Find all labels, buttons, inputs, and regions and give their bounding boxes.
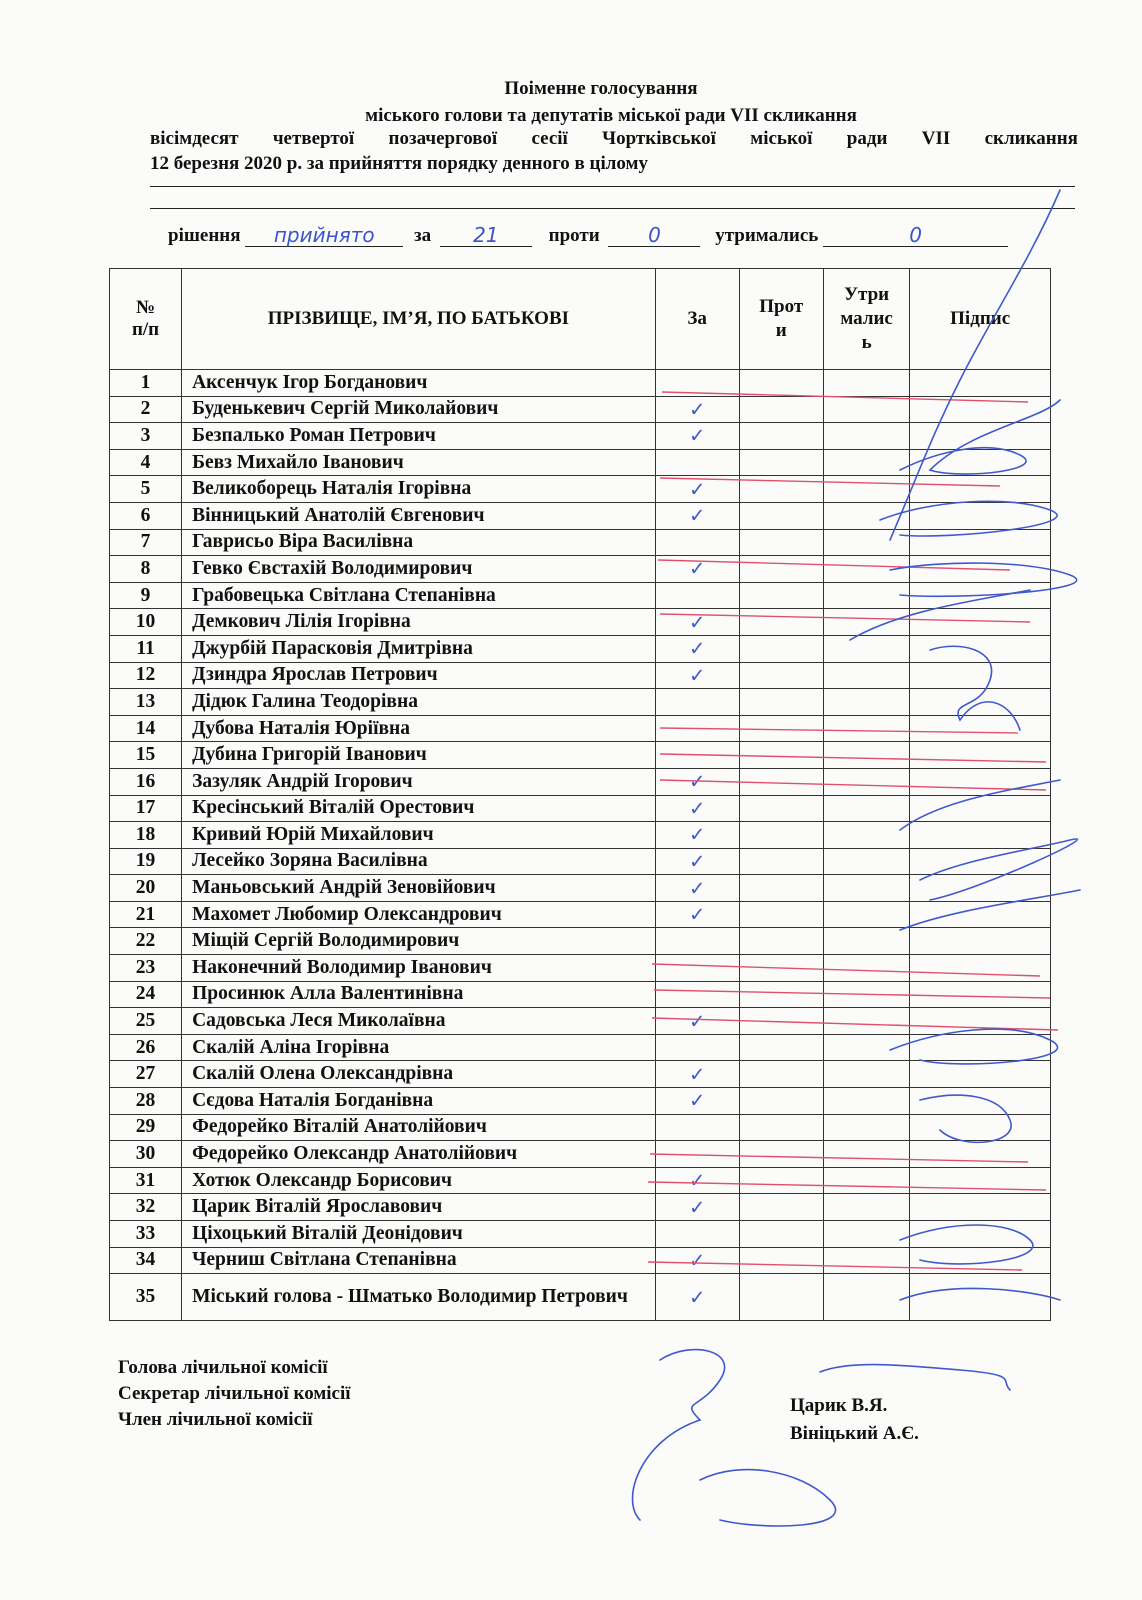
abstain-value: 0 <box>823 226 1008 247</box>
vote-for-mark <box>655 582 739 609</box>
table-row <box>110 423 1051 450</box>
vote-for-mark: ✓ <box>655 609 739 636</box>
deputy-name: Скалій Олена Олександрівна <box>182 1061 656 1088</box>
vote-table <box>109 268 1051 1321</box>
deputy-name: Кривий Юрій Михайлович <box>182 822 656 849</box>
vote-against-cell <box>739 1167 823 1194</box>
vote-for-mark: ✓ <box>655 848 739 875</box>
col-header-proty: Прот и <box>739 269 823 370</box>
deputy-name: Дубова Наталія Юріївна <box>182 715 656 742</box>
row-number: 29 <box>110 1114 182 1141</box>
vote-against-cell <box>739 1088 823 1115</box>
vote-against-cell <box>739 822 823 849</box>
table-row <box>110 556 1051 583</box>
vote-for-mark: ✓ <box>655 1008 739 1035</box>
vote-for-mark: ✓ <box>655 1167 739 1194</box>
deputy-name: Зазуляк Андрій Ігорович <box>182 768 656 795</box>
vote-abstain-cell <box>823 795 909 822</box>
vote-for-mark: ✓ <box>655 423 739 450</box>
secretary-label: Секретар лічильної комісії <box>118 1383 351 1404</box>
title-word: четвертої <box>272 128 355 149</box>
vote-abstain-cell <box>823 529 909 556</box>
row-number: 25 <box>110 1008 182 1035</box>
vote-abstain-cell <box>823 1061 909 1088</box>
vote-abstain-cell <box>823 715 909 742</box>
vote-abstain-cell <box>823 662 909 689</box>
signature-cell <box>910 795 1051 822</box>
col-header-name: ПРІЗВИЩЕ, ІМ’Я, ПО БАТЬКОВІ <box>182 269 656 370</box>
vote-for-mark <box>655 955 739 982</box>
deputy-name: Махомет Любомир Олександрович <box>182 901 656 928</box>
signature-cell <box>910 1088 1051 1115</box>
vote-abstain-cell <box>823 1221 909 1248</box>
deputy-name: Просинюк Алла Валентинівна <box>182 981 656 1008</box>
vote-abstain-cell <box>823 423 909 450</box>
vote-against-cell <box>739 662 823 689</box>
deputy-name: Лесейко Зоряна Василівна <box>182 848 656 875</box>
signature-cell <box>910 370 1051 397</box>
vote-against-cell <box>739 449 823 476</box>
deputy-name: Буденькевич Сергій Миколайович <box>182 396 656 423</box>
row-number: 5 <box>110 476 182 503</box>
vote-abstain-cell <box>823 1274 909 1321</box>
deputy-name: Міщій Сергій Володимирович <box>182 928 656 955</box>
table-row <box>110 582 1051 609</box>
deputy-name: Гаврисьо Віра Василівна <box>182 529 656 556</box>
decision-value: прийнято <box>245 226 403 247</box>
vote-for-mark <box>655 449 739 476</box>
table-row <box>110 875 1051 902</box>
row-number: 8 <box>110 556 182 583</box>
vote-for-mark: ✓ <box>655 635 739 662</box>
title-line-4: 12 березня 2020 р. за прийняття порядку денного в цілому <box>150 153 648 174</box>
signature-cell <box>910 742 1051 769</box>
deputy-name: Садовська Леся Миколаївна <box>182 1008 656 1035</box>
table-row <box>110 1221 1051 1248</box>
for-value: 21 <box>440 226 532 247</box>
signature-cell <box>910 1034 1051 1061</box>
table-row <box>110 901 1051 928</box>
vote-for-mark: ✓ <box>655 768 739 795</box>
signature-cell <box>910 635 1051 662</box>
signature-cell <box>910 582 1051 609</box>
vote-abstain-cell <box>823 635 909 662</box>
decision-label: рішення <box>168 225 241 246</box>
abstain-label: утримались <box>715 225 819 246</box>
row-number: 32 <box>110 1194 182 1221</box>
table-row <box>110 1034 1051 1061</box>
signature-cell <box>910 1061 1051 1088</box>
col-header-num: № п/п <box>110 269 182 370</box>
table-row <box>110 476 1051 503</box>
signature-cell <box>910 449 1051 476</box>
title-word: ради <box>846 128 888 149</box>
row-number: 22 <box>110 928 182 955</box>
vote-abstain-cell <box>823 396 909 423</box>
vote-abstain-cell <box>823 609 909 636</box>
row-number: 18 <box>110 822 182 849</box>
row-number: 6 <box>110 502 182 529</box>
col-header-utr: Утри малис ь <box>823 269 909 370</box>
chair-label: Голова лічильної комісії <box>118 1357 328 1378</box>
vote-abstain-cell <box>823 981 909 1008</box>
signature-cell <box>910 901 1051 928</box>
signature-cell <box>910 529 1051 556</box>
table-row <box>110 928 1051 955</box>
deputy-name: Дубина Григорій Іванович <box>182 742 656 769</box>
vote-for-mark <box>655 689 739 716</box>
vote-abstain-cell <box>823 848 909 875</box>
signature-cell <box>910 662 1051 689</box>
signature-cell <box>910 556 1051 583</box>
row-number: 21 <box>110 901 182 928</box>
vote-against-cell <box>739 981 823 1008</box>
row-number: 26 <box>110 1034 182 1061</box>
table-row <box>110 449 1051 476</box>
signature-cell <box>910 822 1051 849</box>
table-row <box>110 1167 1051 1194</box>
table-row <box>110 502 1051 529</box>
row-number: 4 <box>110 449 182 476</box>
vote-abstain-cell <box>823 502 909 529</box>
signature-cell <box>910 476 1051 503</box>
table-row <box>110 715 1051 742</box>
vote-against-cell <box>739 609 823 636</box>
vote-for-mark <box>655 370 739 397</box>
signature-cell <box>910 848 1051 875</box>
vote-against-cell <box>739 689 823 716</box>
vote-for-mark: ✓ <box>655 556 739 583</box>
signature-cell <box>910 1008 1051 1035</box>
title-line-3 <box>150 128 1078 150</box>
row-number: 11 <box>110 635 182 662</box>
signature-cell <box>910 689 1051 716</box>
vote-abstain-cell <box>823 582 909 609</box>
table-row <box>110 795 1051 822</box>
table-row <box>110 1061 1051 1088</box>
table-row <box>110 1247 1051 1274</box>
vote-against-cell <box>739 476 823 503</box>
row-number: 24 <box>110 981 182 1008</box>
row-number: 33 <box>110 1221 182 1248</box>
deputy-name: Черниш Світлана Степанівна <box>182 1247 656 1274</box>
row-number: 3 <box>110 423 182 450</box>
vote-abstain-cell <box>823 1167 909 1194</box>
vote-for-mark: ✓ <box>655 1274 739 1321</box>
table-row <box>110 370 1051 397</box>
vote-abstain-cell <box>823 1194 909 1221</box>
row-number: 31 <box>110 1167 182 1194</box>
vote-for-mark <box>655 715 739 742</box>
vote-abstain-cell <box>823 955 909 982</box>
member-name: Вініцький А.Є. <box>790 1423 919 1444</box>
deputy-name: Дзиндра Ярослав Петрович <box>182 662 656 689</box>
vote-for-mark <box>655 981 739 1008</box>
vote-for-mark: ✓ <box>655 1061 739 1088</box>
deputy-name: Аксенчук Ігор Богданович <box>182 370 656 397</box>
signature-cell <box>910 1221 1051 1248</box>
row-number: 2 <box>110 396 182 423</box>
divider-line <box>150 186 1075 187</box>
deputy-name: Сєдова Наталія Богданівна <box>182 1088 656 1115</box>
deputy-name: Дідюк Галина Теодорівна <box>182 689 656 716</box>
vote-abstain-cell <box>823 370 909 397</box>
table-row <box>110 1274 1051 1321</box>
deputy-name: Царик Віталій Ярославович <box>182 1194 656 1221</box>
row-number: 30 <box>110 1141 182 1168</box>
table-row <box>110 955 1051 982</box>
table-row <box>110 1141 1051 1168</box>
vote-against-cell <box>739 396 823 423</box>
row-number: 1 <box>110 370 182 397</box>
table-row <box>110 396 1051 423</box>
vote-against-cell <box>739 848 823 875</box>
signature-cell <box>910 981 1051 1008</box>
vote-against-cell <box>739 1061 823 1088</box>
vote-for-mark: ✓ <box>655 502 739 529</box>
vote-against-cell <box>739 502 823 529</box>
deputy-name: Ціхоцький Віталій Деонідович <box>182 1221 656 1248</box>
deputy-name: Федорейко Віталій Анатолійович <box>182 1114 656 1141</box>
vote-against-cell <box>739 875 823 902</box>
table-header-row <box>110 269 1051 370</box>
vote-abstain-cell <box>823 901 909 928</box>
signature-cell <box>910 396 1051 423</box>
vote-for-mark: ✓ <box>655 901 739 928</box>
vote-for-mark: ✓ <box>655 1088 739 1115</box>
deputy-name: Вінницький Анатолій Євгенович <box>182 502 656 529</box>
signature-cell <box>910 768 1051 795</box>
vote-for-mark <box>655 1034 739 1061</box>
row-number: 35 <box>110 1274 182 1321</box>
vote-for-mark: ✓ <box>655 1194 739 1221</box>
vote-against-cell <box>739 423 823 450</box>
deputy-name: Маньовський Андрій Зеновійович <box>182 875 656 902</box>
signature-cell <box>910 502 1051 529</box>
vote-against-cell <box>739 955 823 982</box>
deputy-name: Міський голова - Шматько Володимир Петрович <box>182 1274 656 1321</box>
table-row <box>110 768 1051 795</box>
vote-for-mark: ✓ <box>655 795 739 822</box>
signature-cell <box>910 609 1051 636</box>
vote-abstain-cell <box>823 1114 909 1141</box>
vote-for-mark <box>655 1141 739 1168</box>
signature-cell <box>910 1141 1051 1168</box>
secretary-name: Царик В.Я. <box>790 1395 888 1416</box>
title-word: скликання <box>984 128 1078 149</box>
divider-line <box>150 208 1075 209</box>
vote-abstain-cell <box>823 1034 909 1061</box>
row-number: 20 <box>110 875 182 902</box>
vote-for-mark <box>655 1221 739 1248</box>
table-row <box>110 529 1051 556</box>
vote-against-cell <box>739 370 823 397</box>
table-row <box>110 1088 1051 1115</box>
for-label: за <box>414 225 432 246</box>
table-body <box>110 370 1051 1321</box>
col-header-sign: Підпис <box>910 269 1051 370</box>
row-number: 7 <box>110 529 182 556</box>
deputy-name: Гевко Євстахій Володимирович <box>182 556 656 583</box>
vote-against-cell <box>739 1114 823 1141</box>
vote-against-cell <box>739 795 823 822</box>
table-row <box>110 1008 1051 1035</box>
signature-cell <box>910 1274 1051 1321</box>
deputy-name: Федорейко Олександр Анатолійович <box>182 1141 656 1168</box>
row-number: 17 <box>110 795 182 822</box>
vote-abstain-cell <box>823 1008 909 1035</box>
deputy-name: Демкович Лілія Ігорівна <box>182 609 656 636</box>
row-number: 28 <box>110 1088 182 1115</box>
title-word: Чортківської <box>602 128 716 149</box>
title-word: VII <box>921 128 951 149</box>
table-row <box>110 609 1051 636</box>
table-row <box>110 848 1051 875</box>
row-number: 23 <box>110 955 182 982</box>
signature-cell <box>910 423 1051 450</box>
row-number: 14 <box>110 715 182 742</box>
row-number: 34 <box>110 1247 182 1274</box>
vote-against-cell <box>739 1221 823 1248</box>
row-number: 19 <box>110 848 182 875</box>
vote-for-mark <box>655 1114 739 1141</box>
row-number: 27 <box>110 1061 182 1088</box>
title-word: позачергової <box>388 128 498 149</box>
table-row <box>110 822 1051 849</box>
deputy-name: Грабовецька Світлана Степанівна <box>182 582 656 609</box>
vote-for-mark <box>655 928 739 955</box>
vote-against-cell <box>739 635 823 662</box>
vote-against-cell <box>739 529 823 556</box>
vote-abstain-cell <box>823 1141 909 1168</box>
table-row <box>110 635 1051 662</box>
vote-for-mark: ✓ <box>655 822 739 849</box>
vote-against-cell <box>739 1141 823 1168</box>
vote-abstain-cell <box>823 689 909 716</box>
row-number: 13 <box>110 689 182 716</box>
vote-against-cell <box>739 556 823 583</box>
vote-abstain-cell <box>823 1088 909 1115</box>
row-number: 10 <box>110 609 182 636</box>
col-header-za: За <box>655 269 739 370</box>
against-value: 0 <box>608 226 700 247</box>
vote-abstain-cell <box>823 476 909 503</box>
vote-against-cell <box>739 768 823 795</box>
vote-for-mark: ✓ <box>655 396 739 423</box>
table-row <box>110 1114 1051 1141</box>
deputy-name: Великоборець Наталія Ігорівна <box>182 476 656 503</box>
vote-against-cell <box>739 742 823 769</box>
title-word: вісімдесят <box>150 128 239 149</box>
vote-for-mark: ✓ <box>655 662 739 689</box>
vote-against-cell <box>739 1034 823 1061</box>
signature-cell <box>910 1247 1051 1274</box>
title-word: сесії <box>531 128 568 149</box>
against-label: проти <box>548 225 600 246</box>
row-number: 12 <box>110 662 182 689</box>
vote-against-cell <box>739 1008 823 1035</box>
title-line-1: Поіменне голосування <box>504 78 698 99</box>
table-row <box>110 981 1051 1008</box>
deputy-name: Безпалько Роман Петрович <box>182 423 656 450</box>
vote-against-cell <box>739 582 823 609</box>
vote-for-mark <box>655 742 739 769</box>
deputy-name: Бевз Михайло Іванович <box>182 449 656 476</box>
vote-for-mark: ✓ <box>655 1247 739 1274</box>
vote-against-cell <box>739 1247 823 1274</box>
deputy-name: Кресінський Віталій Орестович <box>182 795 656 822</box>
table-row <box>110 1194 1051 1221</box>
title-line-2: міського голови та депутатів міської ради VII скликання <box>365 105 857 126</box>
table-row <box>110 662 1051 689</box>
deputy-name: Хотюк Олександр Борисович <box>182 1167 656 1194</box>
table-row <box>110 742 1051 769</box>
vote-abstain-cell <box>823 822 909 849</box>
vote-abstain-cell <box>823 1247 909 1274</box>
vote-against-cell <box>739 928 823 955</box>
signature-cell <box>910 715 1051 742</box>
signature-cell <box>910 1194 1051 1221</box>
signature-cell <box>910 1114 1051 1141</box>
vote-abstain-cell <box>823 556 909 583</box>
vote-against-cell <box>739 1274 823 1321</box>
vote-for-mark: ✓ <box>655 875 739 902</box>
member-label: Член лічильної комісії <box>118 1409 313 1430</box>
table-row <box>110 689 1051 716</box>
deputy-name: Наконечний Володимир Іванович <box>182 955 656 982</box>
signature-cell <box>910 955 1051 982</box>
row-number: 15 <box>110 742 182 769</box>
vote-abstain-cell <box>823 742 909 769</box>
vote-abstain-cell <box>823 875 909 902</box>
vote-for-mark: ✓ <box>655 476 739 503</box>
vote-abstain-cell <box>823 768 909 795</box>
vote-abstain-cell <box>823 449 909 476</box>
deputy-name: Скалій Аліна Ігорівна <box>182 1034 656 1061</box>
title-word: міської <box>750 128 813 149</box>
row-number: 9 <box>110 582 182 609</box>
decision-line <box>168 225 1008 247</box>
signature-cell <box>910 875 1051 902</box>
vote-against-cell <box>739 715 823 742</box>
vote-abstain-cell <box>823 928 909 955</box>
vote-against-cell <box>739 901 823 928</box>
vote-for-mark <box>655 529 739 556</box>
signature-cell <box>910 928 1051 955</box>
vote-against-cell <box>739 1194 823 1221</box>
row-number: 16 <box>110 768 182 795</box>
deputy-name: Джурбій Парасковія Дмитрівна <box>182 635 656 662</box>
signature-cell <box>910 1167 1051 1194</box>
